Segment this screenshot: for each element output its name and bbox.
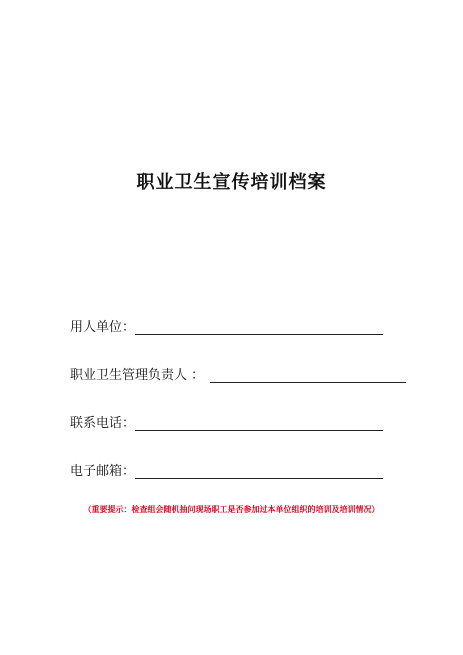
- field-phone: [70, 412, 383, 432]
- field-email: [70, 460, 383, 480]
- field-manager-input-line[interactable]: [210, 367, 406, 383]
- field-employer: [70, 316, 383, 336]
- field-employer-input-line[interactable]: [135, 319, 383, 335]
- field-phone-label: 联系电话：: [70, 416, 136, 431]
- field-manager: [70, 364, 406, 384]
- field-email-label: 电子邮箱：: [70, 464, 136, 479]
- field-email-input-line[interactable]: [135, 463, 383, 479]
- field-manager-label: 职业卫生管理负责人 ：: [70, 368, 205, 383]
- important-note: （重要提示：检查组会随机抽问现场职工是否参加过本单位组织的培训及培训情况）: [83, 505, 380, 514]
- field-phone-input-line[interactable]: [135, 415, 383, 431]
- field-employer-label: 用人单位：: [70, 320, 136, 335]
- document-title: 职业卫生宣传培训档案: [136, 172, 327, 193]
